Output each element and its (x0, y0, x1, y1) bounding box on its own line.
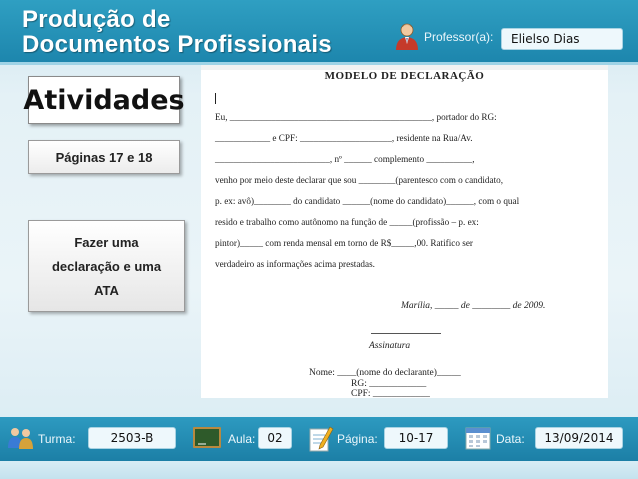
atividades-heading: Atividades (23, 84, 185, 116)
document-line: resido e trabalho como autônomo na função de _____(profissão – p. ex: (215, 217, 479, 227)
students-icon (7, 426, 35, 450)
footer-bar (0, 417, 638, 461)
data-field[interactable]: 13/09/2014 (535, 427, 623, 449)
header-bar (0, 0, 638, 62)
document-line: _________________________, nº ______ complemento __________, (215, 154, 475, 164)
professor-label: Professor(a): (424, 30, 494, 44)
course-title-line2: Documentos Profissionais (22, 31, 332, 58)
notepad-pencil-icon (308, 423, 334, 453)
professor-field[interactable]: Elielso Dias (501, 28, 623, 50)
task-line-3: ATA (94, 283, 119, 298)
text-cursor (215, 93, 216, 104)
declaration-document (201, 65, 608, 398)
signature-label: Assinatura (369, 341, 411, 351)
document-line: Eu, ____________________________________________, portador do RG: (215, 112, 497, 122)
data-label: Data: (496, 432, 525, 446)
document-title: MODELO DE DECLARAÇÃO (324, 70, 485, 82)
paginas-card: Páginas 17 e 18 (28, 140, 180, 174)
document-date-line: Marília, _____ de ________ de 2009. (401, 301, 546, 311)
course-title-line1: Produção de (22, 6, 171, 33)
declarant-cpf-row: CPF: ____________ (351, 389, 430, 398)
task-line-1: Fazer uma (74, 235, 139, 250)
declarant-rg-row: RG: ____________ (351, 379, 427, 389)
atividades-card (23, 76, 185, 124)
document-line: ____________ e CPF: ____________________, residente na Rua/Av. (215, 133, 473, 143)
aula-label: Aula: (228, 432, 256, 446)
calendar-icon (465, 425, 491, 451)
declarant-name-row: Nome: ____(nome do declarante)_____ (309, 368, 461, 378)
task-line-2: declaração e uma (51, 259, 162, 274)
pagina-field[interactable]: 10-17 (384, 427, 448, 449)
document-line: verdadeiro as informações acima prestadas. (215, 259, 375, 269)
document-line: venho por meio deste declarar que sou ________(parentesco com o candidato, (215, 175, 504, 185)
professor-icon (394, 22, 420, 50)
turma-field[interactable]: 2503-B (88, 427, 176, 449)
turma-label: Turma: (38, 432, 76, 446)
task-card (28, 220, 185, 312)
bottom-band (0, 461, 638, 479)
pagina-label: Página: (337, 432, 378, 446)
document-line: pintor)_____ com renda mensal em torno de R$_____,00. Ratifico ser (215, 238, 473, 248)
signature-line (371, 333, 441, 334)
blackboard-icon (192, 426, 222, 450)
aula-field[interactable]: 02 (258, 427, 292, 449)
document-line: p. ex: avô)________ do candidato ______(nome do candidato)______, com o qual (215, 196, 520, 206)
